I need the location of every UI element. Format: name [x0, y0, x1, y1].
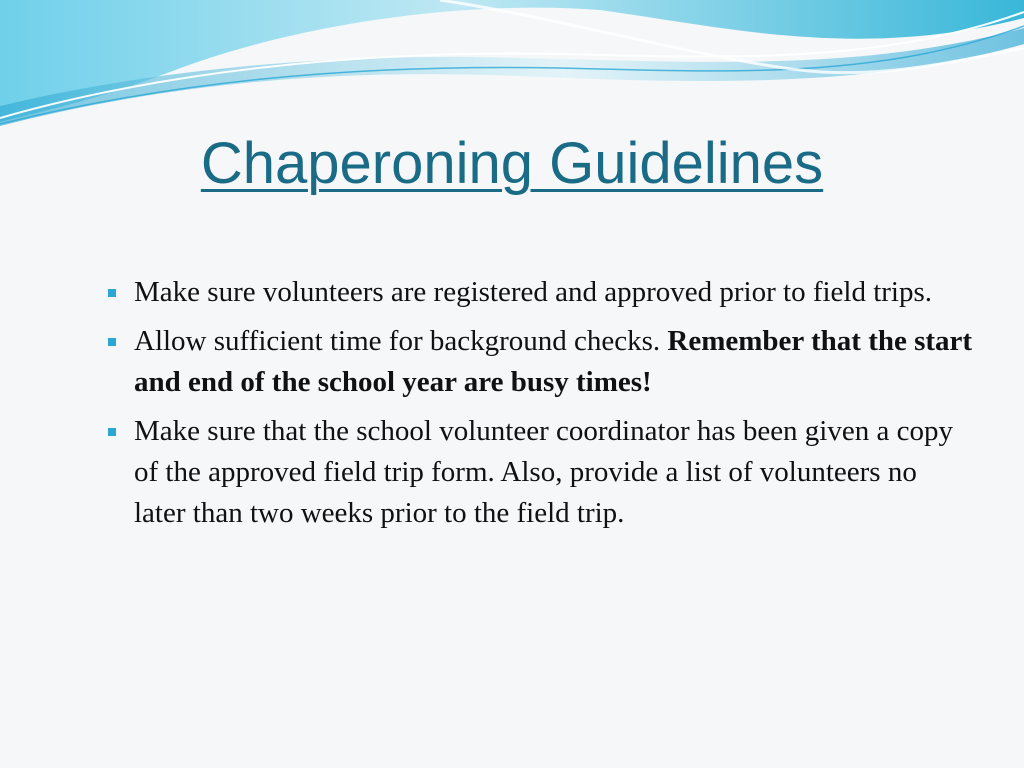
bullet-item [104, 411, 974, 534]
bullet-text: Make sure that the school volunteer coordinator has been given a copy of the approved field trip form. Also, provide a list of volunteers no later than two weeks prior to the field trip. [134, 415, 953, 529]
bullet-item [104, 272, 974, 313]
slide-title: Chaperoning Guidelines [200, 131, 824, 196]
bullet-text: Allow sufficient time for background checks. [134, 325, 661, 357]
bullet-list [104, 272, 974, 542]
bullet-text: Make sure volunteers are registered and approved prior to field trips. [134, 276, 933, 308]
square-bullet-icon [108, 338, 116, 346]
decorative-wave-header [0, 0, 1024, 130]
bullet-item [104, 321, 974, 403]
square-bullet-icon [108, 289, 116, 297]
square-bullet-icon [108, 428, 116, 436]
bullet-bold-text: Remember that the start and end of the school year are busy times! [134, 325, 973, 398]
